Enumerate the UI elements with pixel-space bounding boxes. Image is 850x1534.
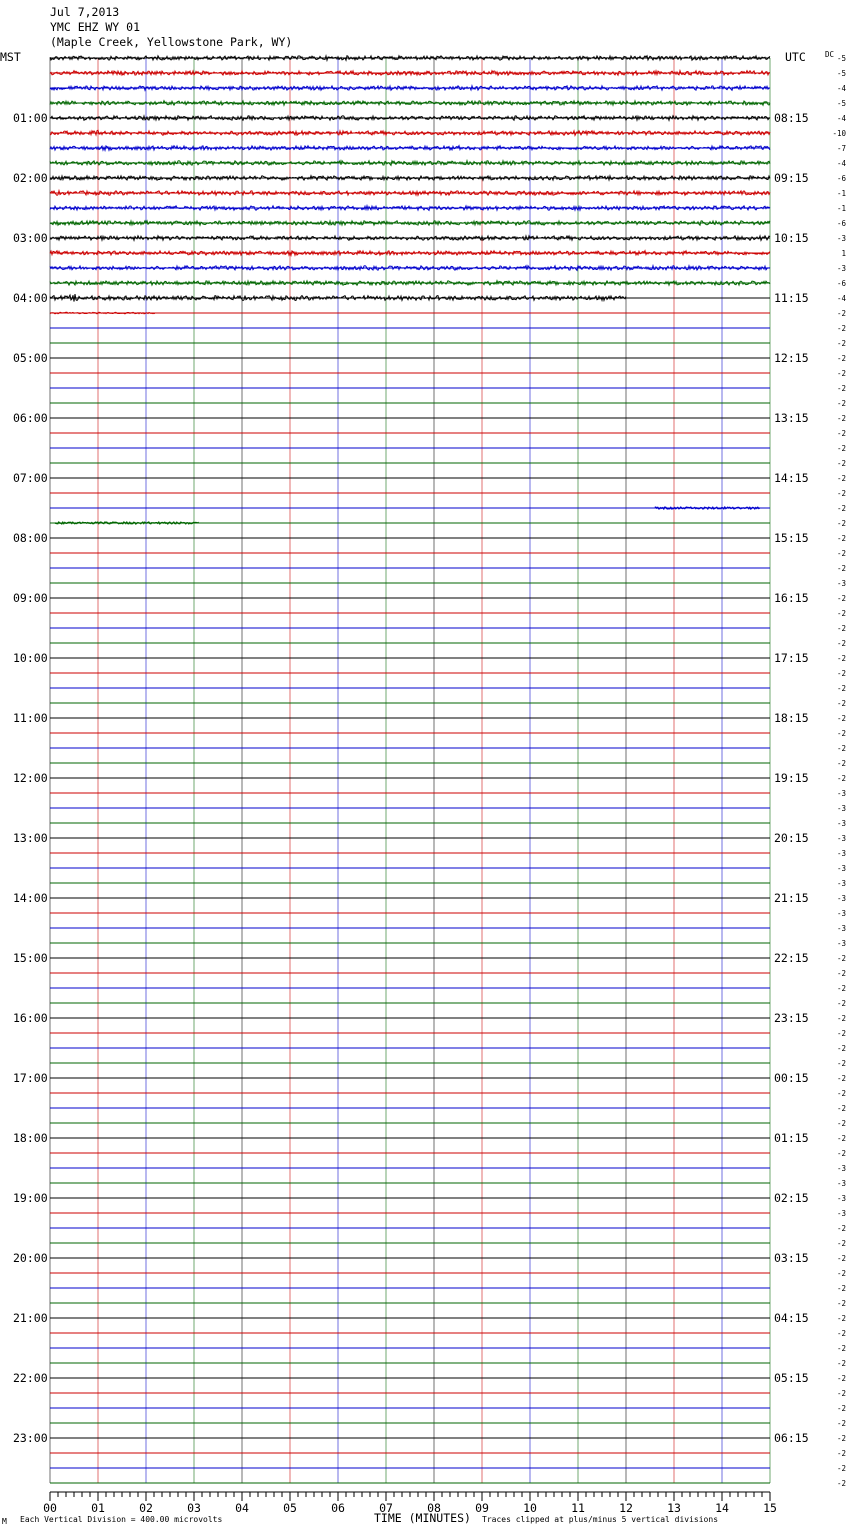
mst-hour-label: 10:00 [13,651,48,665]
dc-offset-value: -2 [836,999,846,1008]
dc-offset-value: -2 [836,1329,846,1338]
dc-offset-value: -3 [836,939,846,948]
x-tick-label: 12 [619,1501,633,1515]
dc-offset-value: -2 [836,474,846,483]
dc-offset-value: -2 [836,414,846,423]
dc-offset-value: -2 [836,954,846,963]
dc-offset-value: -3 [836,819,846,828]
dc-offset-value: -2 [836,1344,846,1353]
utc-hour-label: 03:15 [774,1251,809,1265]
mst-hour-label: 21:00 [13,1311,48,1325]
x-tick-label: 10 [523,1501,537,1515]
dc-offset-value: -2 [836,684,846,693]
station-label: YMC EHZ WY 01 [50,20,141,34]
utc-hour-label: 01:15 [774,1131,809,1145]
dc-offset-value: -2 [836,1404,846,1413]
dc-offset-value: -2 [836,1089,846,1098]
mst-hour-label: 02:00 [13,171,48,185]
utc-hour-label: 10:15 [774,231,809,245]
mst-hour-label: 16:00 [13,1011,48,1025]
dc-offset-value: -4 [836,294,846,303]
mst-hour-label: 22:00 [13,1371,48,1385]
mst-hour-labels [13,111,48,1445]
dc-offset-value: -2 [836,624,846,633]
scale-note: Each Vertical Division = 400.00 microvolts [20,1515,223,1524]
dc-offset-value: -2 [836,1014,846,1023]
dc-offset-value: -2 [836,1479,846,1488]
mst-hour-label: 19:00 [13,1191,48,1205]
x-tick-label: 03 [187,1501,201,1515]
dc-offset-value: -5 [836,99,846,108]
dc-offset-value: -3 [836,1209,846,1218]
mst-hour-label: 12:00 [13,771,48,785]
dc-offset-value: -6 [836,174,846,183]
dc-offset-value: 1 [841,249,846,258]
dc-offset-value: -4 [836,159,846,168]
dc-offset-value: -3 [836,1179,846,1188]
utc-hour-label: 21:15 [774,891,809,905]
mst-hour-label: 05:00 [13,351,48,365]
utc-hour-label: 11:15 [774,291,809,305]
dc-offset-value: -2 [836,714,846,723]
dc-offset-value: -2 [836,1029,846,1038]
utc-hour-label: 16:15 [774,591,809,605]
mst-hour-label: 07:00 [13,471,48,485]
x-tick-label: 01 [91,1501,105,1515]
utc-hour-label: 02:15 [774,1191,809,1205]
dc-offset-value: -3 [836,264,846,273]
x-tick-label: 02 [139,1501,153,1515]
utc-hour-label: 23:15 [774,1011,809,1025]
dc-offset-value: -2 [836,549,846,558]
dc-offset-value: -2 [836,489,846,498]
seismic-trace [50,71,770,76]
date-label: Jul 7,2013 [50,5,120,19]
dc-offset-value: -2 [836,1449,846,1458]
utc-hour-label: 00:15 [774,1071,809,1085]
x-tick-label: 08 [427,1501,441,1515]
mst-hour-label: 23:00 [13,1431,48,1445]
dc-offset-value: -2 [836,384,846,393]
dc-offset-value: -5 [836,69,846,78]
dc-offset-value: -10 [832,129,846,138]
dc-offset-value: -3 [836,579,846,588]
utc-hour-label: 09:15 [774,171,809,185]
dc-offset-value: -1 [836,189,846,198]
dc-offset-value: -2 [836,354,846,363]
dc-offset-value: -6 [836,279,846,288]
dc-offset-value: -2 [836,1464,846,1473]
mst-hour-label: 14:00 [13,891,48,905]
mst-hour-label: 09:00 [13,591,48,605]
dc-offset-value: -2 [836,564,846,573]
dc-offset-value: -2 [836,594,846,603]
dc-offset-value: -2 [836,1359,846,1368]
dc-offset-value: -2 [836,1434,846,1443]
x-tick-label: 09 [475,1501,489,1515]
x-tick-label: 00 [43,1501,57,1515]
dc-offset-value: -2 [836,369,846,378]
dc-offset-value: -2 [836,429,846,438]
dc-offset-value: -2 [836,1074,846,1083]
utc-hour-label: 22:15 [774,951,809,965]
dc-offset-value: -4 [836,114,846,123]
utc-hour-label: 18:15 [774,711,809,725]
dc-offset-value: -2 [836,504,846,513]
dc-offset-value: -2 [836,324,846,333]
utc-hour-label: 12:15 [774,351,809,365]
utc-hour-label: 19:15 [774,771,809,785]
dc-offset-value: -2 [836,534,846,543]
right-timezone-label: UTC [785,50,806,64]
dc-offset-value: -2 [836,699,846,708]
dc-offset-value: -2 [836,1314,846,1323]
mst-hour-label: 11:00 [13,711,48,725]
dc-offset-value: -3 [836,1164,846,1173]
x-tick-label: 06 [331,1501,345,1515]
dc-offset-value: -2 [836,459,846,468]
time-grid [50,58,770,1483]
footer-mark: M [2,1517,7,1526]
dc-offset-value: -2 [836,1284,846,1293]
dc-offset-value: -2 [836,1104,846,1113]
dc-offset-value: -2 [836,1119,846,1128]
mst-hour-label: 15:00 [13,951,48,965]
dc-offset-value: -2 [836,1149,846,1158]
utc-hour-label: 20:15 [774,831,809,845]
dc-offset-value: -3 [836,864,846,873]
dc-offset-value: -7 [836,144,846,153]
dc-offset-value: -2 [836,1269,846,1278]
dc-offset-value: -2 [836,309,846,318]
utc-hour-label: 14:15 [774,471,809,485]
mst-hour-label: 04:00 [13,291,48,305]
dc-offset-value: -2 [836,519,846,528]
utc-hour-label: 04:15 [774,1311,809,1325]
dc-offset-value: -3 [836,894,846,903]
mst-hour-label: 13:00 [13,831,48,845]
dc-offset-value: -2 [836,1419,846,1428]
mst-hour-label: 17:00 [13,1071,48,1085]
dc-offset-value: -5 [836,54,846,63]
dc-offset-value: -1 [836,204,846,213]
dc-offset-value: -3 [836,234,846,243]
dc-offset-value: -2 [836,984,846,993]
dc-offset-value: -2 [836,654,846,663]
dc-offset-value: -2 [836,1044,846,1053]
utc-hour-label: 08:15 [774,111,809,125]
x-tick-label: 05 [283,1501,297,1515]
x-tick-label: 11 [571,1501,585,1515]
trace-rows [50,56,770,1483]
dc-offset-value: -3 [836,804,846,813]
dc-header-label: DC [825,50,835,59]
dc-offset-value: -2 [836,969,846,978]
dc-offset-value: -6 [836,219,846,228]
x-tick-label: 14 [715,1501,729,1515]
dc-offset-value: -2 [836,339,846,348]
mst-hour-label: 06:00 [13,411,48,425]
mst-hour-label: 01:00 [13,111,48,125]
mst-hour-label: 20:00 [13,1251,48,1265]
dc-offset-value: -3 [836,1194,846,1203]
seismic-trace-fragment [655,507,760,509]
dc-offset-value: -2 [836,1374,846,1383]
seismic-trace-fragment [55,522,199,524]
utc-hour-label: 15:15 [774,531,809,545]
dc-offset-value: -2 [836,1059,846,1068]
dc-offset-value: -3 [836,849,846,858]
dc-offset-value: -3 [836,909,846,918]
mst-hour-label: 08:00 [13,531,48,545]
dc-offset-value: -4 [836,84,846,93]
left-timezone-label: MST [0,50,21,64]
dc-offset-value: -3 [836,789,846,798]
x-tick-label: 13 [667,1501,681,1515]
mst-hour-label: 18:00 [13,1131,48,1145]
utc-hour-label: 13:15 [774,411,809,425]
dc-offset-value: -2 [836,729,846,738]
clip-note: Traces clipped at plus/minus 5 vertical divisions [482,1515,719,1524]
dc-offset-value: -2 [836,639,846,648]
dc-offset-value: -2 [836,1224,846,1233]
x-tick-label: 15 [763,1501,777,1515]
utc-hour-labels [774,111,809,1445]
dc-offset-value: -2 [836,609,846,618]
x-axis-title: TIME (MINUTES) [374,1511,471,1525]
dc-offset-value: -2 [836,1239,846,1248]
dc-offset-value: -2 [836,444,846,453]
dc-offset-value: -2 [836,399,846,408]
dc-offset-value: -3 [836,834,846,843]
mst-hour-label: 03:00 [13,231,48,245]
utc-hour-label: 17:15 [774,651,809,665]
dc-offset-value: -2 [836,1134,846,1143]
dc-offset-value: -2 [836,669,846,678]
dc-offset-value: -2 [836,759,846,768]
location-label: (Maple Creek, Yellowstone Park, WY) [50,35,293,49]
dc-offset-value: -2 [836,1299,846,1308]
utc-hour-label: 06:15 [774,1431,809,1445]
dc-offset-value: -2 [836,1254,846,1263]
x-tick-label: 07 [379,1501,393,1515]
dc-offset-value: -3 [836,879,846,888]
dc-offset-value: -3 [836,924,846,933]
dc-offset-value: -2 [836,774,846,783]
dc-offset-labels [832,54,846,1488]
x-tick-label: 04 [235,1501,249,1515]
dc-offset-value: -2 [836,744,846,753]
dc-offset-value: -2 [836,1389,846,1398]
utc-hour-label: 05:15 [774,1371,809,1385]
